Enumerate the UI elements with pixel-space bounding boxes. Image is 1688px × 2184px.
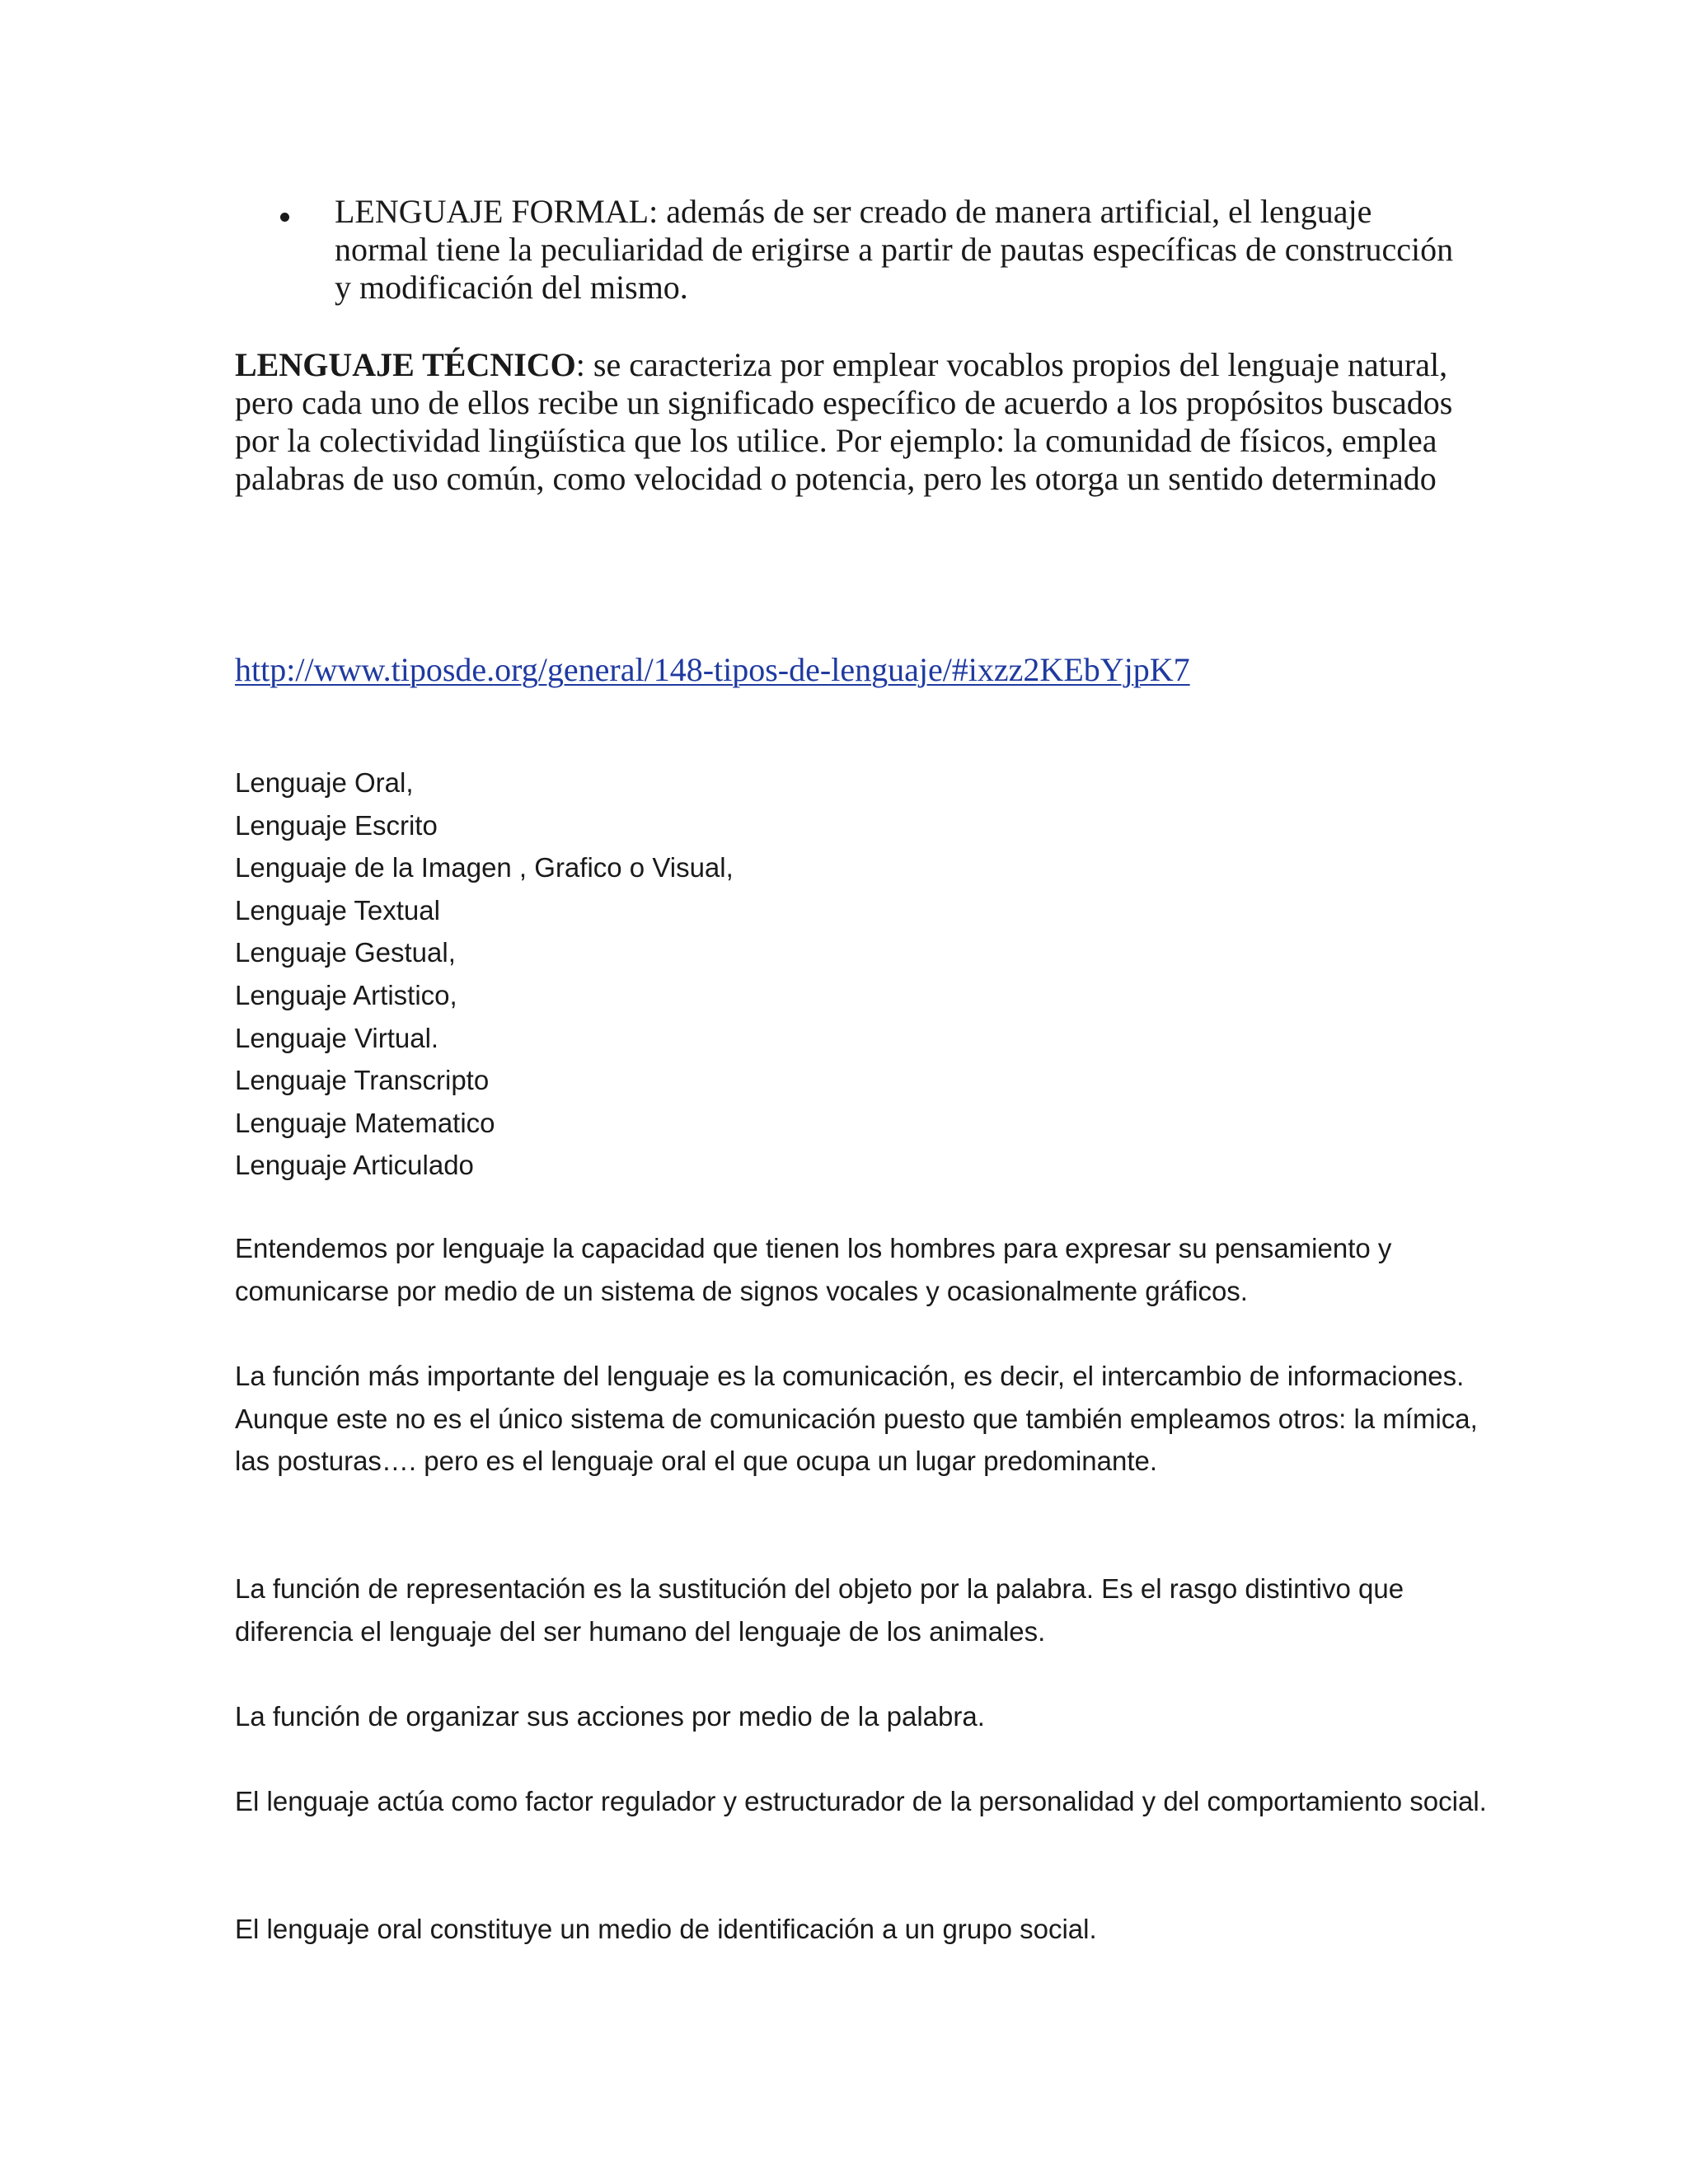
bullet-icon <box>280 213 289 222</box>
language-types-list <box>235 762 734 1187</box>
tecnico-title: LENGUAJE TÉCNICO <box>235 346 576 383</box>
list-item: Lenguaje Gestual, <box>235 937 456 968</box>
list-item: Lenguaje Escrito <box>235 809 438 841</box>
list-item: Lenguaje Articulado <box>235 1150 474 1181</box>
tecnico-paragraph <box>235 346 1471 498</box>
paragraph-identification: El lenguaje oral constituye un medio de identificación a un grupo social. <box>235 1914 1097 1944</box>
source-link[interactable]: http://www.tiposde.org/general/148-tipos-de-lenguaje/#ixzz2KEbYjpK7 <box>235 651 1190 688</box>
list-item: Lenguaje Oral, <box>235 767 414 798</box>
list-item: Lenguaje Transcripto <box>235 1065 490 1096</box>
list-item: Lenguaje Virtual. <box>235 1022 439 1053</box>
list-item: Lenguaje de la Imagen , Grafico o Visual, <box>235 852 734 883</box>
paragraph-regulation: El lenguaje actúa como factor regulador y estructurador de la personalidad y del comportamiento social. <box>235 1786 1487 1816</box>
list-item: Lenguaje Artistico, <box>235 979 457 1010</box>
paragraph-communication: La función más importante del lenguaje es la comunicación, es decir, el intercambio de informaciones. Aunque este no es el único sistema de comunicación puesto que también empleamos otros: la mímica, las posturas…. pero es el lenguaje oral el que ocupa un lugar predominante. <box>235 1361 1478 1477</box>
bullet-item-text: LENGUAJE FORMAL: además de ser creado de manera artificial, el lenguaje normal tiene la peculiaridad de erigirse a partir de pautas específicas de construcción y modificación del mismo. <box>335 193 1454 306</box>
tecnico-body: : se caracteriza por emplear vocablos propios del lenguaje natural, pero cada uno de ellos recibe un significado específico de acuerdo a los propósitos buscados por la colectividad lingüística que los utilice. Por ejemplo: la comunidad de físicos, emplea palabras de uso común, como velocidad o potencia, pero les otorga un sentido determinado <box>235 346 1453 497</box>
list-item: Lenguaje Matematico <box>235 1107 495 1138</box>
paragraph-definition: Entendemos por lenguaje la capacidad que tienen los hombres para expresar su pensamiento y comunicarse por medio de un sistema de signos vocales y ocasionalmente gráficos. <box>235 1233 1392 1306</box>
list-item: Lenguaje Textual <box>235 894 440 926</box>
paragraph-organization: La función de organizar sus acciones por medio de la palabra. <box>235 1701 985 1732</box>
paragraph-representation: La función de representación es la sustitución del objeto por la palabra. Es el rasgo distintivo que diferencia el lenguaje del ser humano del lenguaje de los animales. <box>235 1573 1404 1647</box>
